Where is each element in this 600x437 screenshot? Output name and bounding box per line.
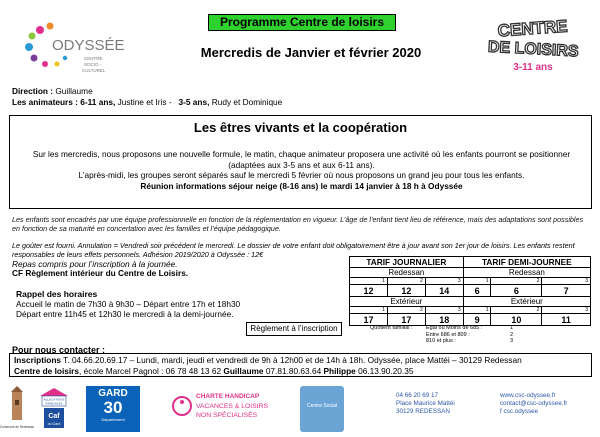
contact-title: Pour nous contacter : (12, 345, 106, 355)
theme-description: Sur les mercredis, nous proposons une nouvelle formule, le matin, chaque animateur proposera une activité où les enfants pourront se positionner (adaptées aux 3-5 ans et aux 6-11 ans). L’après-midi, les groupes seront séparés sauf le mercredi 5 février où nous proposons un grand jeu pour tous les enfants. Réunion informations séjour neige (8-16 ans) le mardi 14 janvier à 18 h à Odyssée (32, 149, 571, 191)
footer-web (500, 392, 596, 416)
theme-title: Les êtres vivants et la coopération (193, 120, 408, 135)
svg-text:Caf: Caf (48, 413, 60, 420)
svg-text:DE LOISIRS: DE LOISIRS (487, 38, 579, 61)
svg-text:NON SPÉCIALISÉS: NON SPÉCIALISÉS (196, 412, 258, 419)
svg-text:CENTRE: CENTRE (84, 56, 103, 61)
website-link[interactable]: www.csc-odyssee.fr (500, 392, 556, 399)
svg-text:CHARTE HANDICAP: CHARTE HANDICAP (196, 393, 260, 400)
table-row: 17 17 18 9 10 11 (350, 314, 591, 326)
gard-department-logo: GARD 30 Département (86, 386, 140, 432)
program-title: Programme Centre de loisirs (208, 14, 396, 31)
supervision-note: Les enfants sont encadrés par une équipe professionnelle en fonction de la réglementation en vigueur. L’âge de l’enfant tient lieu de référence, mais des adaptations sont possibles en fonction de sa maturité en concertation avec les familles et l’équipe pédagogique. (12, 215, 584, 233)
hours-title: Rappel des horaires (16, 289, 98, 299)
odyssee-logo (10, 14, 160, 78)
facebook-link[interactable]: f csc.odyssee (500, 408, 539, 415)
header-demi-journee: TARIF DEMI-JOURNEE (463, 257, 590, 268)
charte-handicap-logo (170, 386, 292, 426)
email-link[interactable]: contact@csc-odyssee.fr (500, 400, 568, 407)
svg-text:du Gard: du Gard (47, 422, 61, 426)
exterieur-label: Extérieur (463, 297, 590, 307)
hours-text: Accueil le matin de 7h30 à 9h30 – Départ entre 17h et 18h30 Départ entre 11h45 et 12h30 le mercredi à la demi-journée. (16, 299, 241, 319)
svg-text:FAMILIALES: FAMILIALES (45, 401, 63, 406)
rules-button[interactable]: Règlement à l’inscription (246, 322, 342, 336)
footer-address: 04 66 20 69 17 Place Maurice Mattéi 30129 REDESSAN (396, 392, 455, 415)
centre-social-logo: Centre Social (300, 386, 344, 432)
table-row: 12 12 14 6 6 7 (350, 285, 591, 297)
contact-box: Inscriptions T. 04.66.20.69.17 – Lundi, mardi, jeudi et vendredi de 9h à 12h00 et de 14h à 18h. Odyssée, place Mattéi – 30129 Redessan Centre de loisirs, école Marcel Pagnol : 06 78 48 13 62 Guillaume 07.81.80.63.64 Philippe 06.13.90.20.35 (9, 353, 592, 377)
meal-note: Repas compris pour l’inscription à la journée. (12, 259, 178, 269)
centre-de-loisirs-logo (476, 12, 590, 88)
svg-text:Commune de Redessan: Commune de Redessan (0, 425, 35, 429)
svg-text:CULTUREL: CULTUREL (82, 68, 106, 73)
practical-note: Le goûter est fourni. Annulation = Vendredi soir précédent le mercredi. Le dossier de votre enfant doit obligatoirement être à jour avant son 1er jour de loisirs. Les enfants restent responsables de leurs effets personnels. Adhésion 2019/2020 à Odyssée : 12€ (12, 241, 575, 259)
redessan-label: Redessan (463, 268, 590, 278)
header-journalier: TARIF JOURNALIER (350, 257, 464, 268)
svg-text:3-11 ans: 3-11 ans (513, 62, 553, 73)
caf-logo (36, 386, 72, 432)
logo-name: ODYSSÉE (52, 37, 125, 54)
exterieur-label: Extérieur (350, 297, 464, 307)
tariff-table: TARIF JOURNALIER TARIF DEMI-JOURNEE Redessan Redessan 1 2 3 1 2 3 12 12 14 6 6 7 Extérieur Extérieur 1 2 3 1 2 3 17 17 18 9 10 11 (349, 256, 591, 326)
svg-text:SOCIO -: SOCIO - (84, 62, 102, 67)
theme-box (9, 115, 592, 209)
staff-info: Direction : Guillaume Les animateurs : 6-11 ans, Justine et Iris - 3-5 ans, Rudy et Dominique (12, 86, 283, 107)
redessan-label: Redessan (350, 268, 464, 278)
svg-text:VACANCES & LOISIRS: VACANCES & LOISIRS (196, 403, 269, 410)
rules-reference: CF Règlement intérieur du Centre de Loisirs. (12, 268, 189, 278)
svg-text:CENTRE: CENTRE (497, 16, 569, 41)
svg-text:ALLOCATIONS: ALLOCATIONS (43, 397, 65, 402)
redessan-commune-logo (0, 386, 35, 432)
page-subtitle: Mercredis de Janvier et février 2020 (200, 45, 422, 60)
